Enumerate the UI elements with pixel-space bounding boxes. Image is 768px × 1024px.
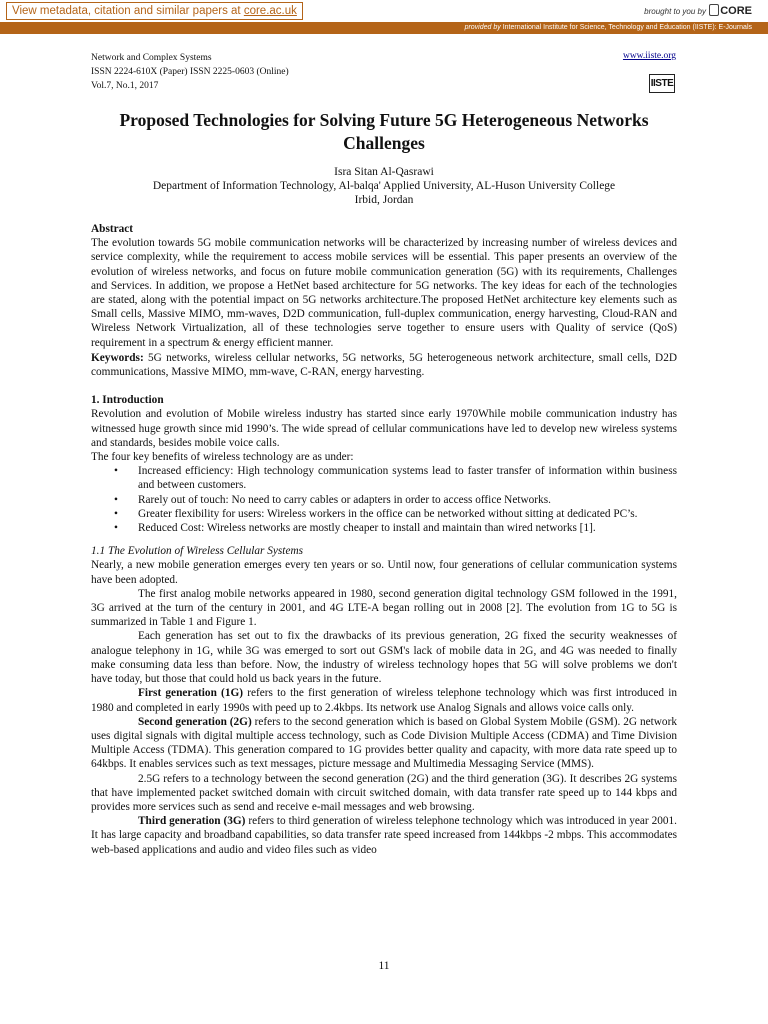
paper-title: Proposed Technologies for Solving Future 5G Heterogeneous Networks Challenges [119, 110, 649, 153]
list-item: • Greater flexibility for users: Wireless workers in the office can be networked without sitting at dedicated PC’s. [138, 507, 677, 521]
provided-by-text: International Institute for Science, Technology and Education (IISTE): E-Journals [500, 24, 752, 31]
paper-body [91, 222, 677, 857]
core-name[interactable]: CORE [720, 5, 752, 17]
core-link-url[interactable]: core.ac.uk [243, 5, 297, 17]
affiliation-line1: Department of Information Technology, Al-balqa' Applied University, AL-Huson University College [152, 180, 616, 192]
section-1-1-heading: 1.1 The Evolution of Wireless Cellular Systems [91, 545, 304, 558]
journal-issn: ISSN 2224-610X (Paper) ISSN 2225-0603 (Online) [91, 67, 289, 77]
journal-name: Network and Complex Systems [91, 53, 212, 63]
core-banner [0, 0, 768, 23]
third-generation-label: Third generation (3G) [138, 815, 246, 828]
second-generation-text: refers to the second generation which is based on Global System Mobile (GSM). 2G network uses digital signals with digital multiple access technology, such as Code Division Multiple Access (CDMA) and Time Division Multiple Access (TDMA). This generation compared to 1G provides better quality and capacity, with more data rate speed up to 64kbps. It enables services such as text messages, picture message and Multimedia Messaging Service (MMS). [91, 715, 677, 771]
keywords-text: 5G networks, wireless cellular networks, 5G networks, 5G heterogeneous network architecture, small cells, D2D communications, Massive MIMO, mm-wave, C-RAN, energy harvesting. [91, 351, 677, 379]
affiliation-line2: Irbid, Jordan [354, 194, 414, 206]
first-generation-text: refers to the first generation of wireless telephone technology which was first introduced in 1980 and completed in early 1990s with peed up to 2.4kbps. Its network use Analog Signals and allows voice calls only. [91, 687, 677, 714]
section-paragraph: The first analog mobile networks appeared in 1980, second generation digital technology GSM followed in the 1991, 3G arrived at the turn of the century in 2001, and 4G LTE-A began rolling out in 2008 [2]. The evolution from 1G to 5G is summarized in Table 1 and Figure 1. [91, 587, 677, 629]
abstract-text: The evolution towards 5G mobile communication networks will be characterized by increasing number of wireless devices and service complexity, while the requirement to access mobile services will be essential. This paper presents an overview of the evolution of wireless networks, and focus on future mobile communication generation (5G) with its requirements, Challenges and Services. In addition, we propose a HetNet based architecture for 5G networks. The key ideas for each of the technologies are stated, along with the potential impact on 5G networks architecture.The proposed HetNet architecture key elements such as Small cells, Massive MIMO, mm-waves, D2D communication, full-duplex communication, energy harvesting, Cloud-RAN and Wireless Network Virtualization, all of these technologies serve together to ensure users with Quality of service (QoS) requirement in a spectrum & energy efficient manner. [91, 237, 677, 349]
third-generation-text: refers to third generation of wireless telephone technology which was introduced in year 2001. It has large capacity and broadband capabilities, so data transfer rate speed increased from 144kbps -2 mbps. This accommodates web-based applications and audio and video files such as video [91, 815, 677, 856]
list-item: • Rarely out of touch: No need to carry cables or adapters in order to access office Networks. [138, 493, 677, 507]
intro-heading: 1. Introduction [91, 394, 164, 407]
intro-benefits-lead: The four key benefits of wireless technology are as under: [91, 451, 354, 464]
section-paragraph: Nearly, a new mobile generation emerges every ten years or so. Until now, four generations of cellular communication systems have been adopted. [91, 559, 677, 586]
list-item: • Reduced Cost: Wireless networks are mostly cheaper to install and maintain than wired networks [1]. [138, 521, 677, 535]
author-name: Isra Sitan Al-Qasrawi [334, 166, 434, 178]
journal-volume: Vol.7, No.1, 2017 [91, 81, 159, 91]
journal-header [91, 51, 289, 93]
brought-to-you [644, 4, 752, 17]
generation-2-5-paragraph: 2.5G refers to a technology between the second generation (2G) and the third generation (3G). It describes 2G systems that have implemented packet switched domain with circuit switched domain, with data transfer rate speed up to 144 kbps and provides more services such as send and receive e-mail messages and web browsing. [91, 772, 677, 813]
keywords-label: Keywords: [91, 351, 144, 364]
benefits-list [91, 464, 677, 535]
first-generation-paragraph [91, 686, 677, 714]
provided-prefix: provided by [464, 24, 501, 31]
second-generation-label: Second generation (2G) [138, 715, 252, 728]
provided-by-bar [0, 22, 768, 34]
third-generation-paragraph [91, 814, 677, 857]
page-number: 11 [378, 960, 390, 972]
iiste-logo: IISTE [649, 74, 675, 93]
second-generation-paragraph [91, 715, 677, 772]
core-link-prefix: View metadata, citation and similar papers at [12, 5, 244, 17]
journal-url-link[interactable]: www.iiste.org [622, 51, 676, 61]
intro-paragraph: Revolution and evolution of Mobile wireless industry has started since early 1970While mobile communication industry has witnessed huge growth since mid 1990’s. The wide spread of cellular communications have led to develop new wireless systems and standards, besides mobile voice calls. [91, 408, 677, 449]
core-metadata-link[interactable] [6, 2, 303, 20]
brought-text: brought to you by [644, 7, 706, 16]
abstract-heading: Abstract [91, 223, 134, 235]
first-generation-label: First generation (1G) [138, 687, 244, 700]
keywords [91, 351, 677, 379]
affiliation [90, 179, 678, 207]
section-paragraph: Each generation has set out to fix the drawbacks of its previous generation, 2G fixed the security weaknesses of analogue telephony in 1G, while 3G was emerged to sort out GSM's lack of mobile data in 2G, and 4G was needed to finally make consuming data less than before. Now, the industry of wireless technology hopes that 5G will solve problems we don't have today, but those that could hold us back years in the future. [91, 630, 677, 686]
list-item: • Increased efficiency: High technology communication systems lead to faster transfer of information within business and between customers. [138, 464, 677, 492]
core-logo-icon [709, 4, 719, 16]
